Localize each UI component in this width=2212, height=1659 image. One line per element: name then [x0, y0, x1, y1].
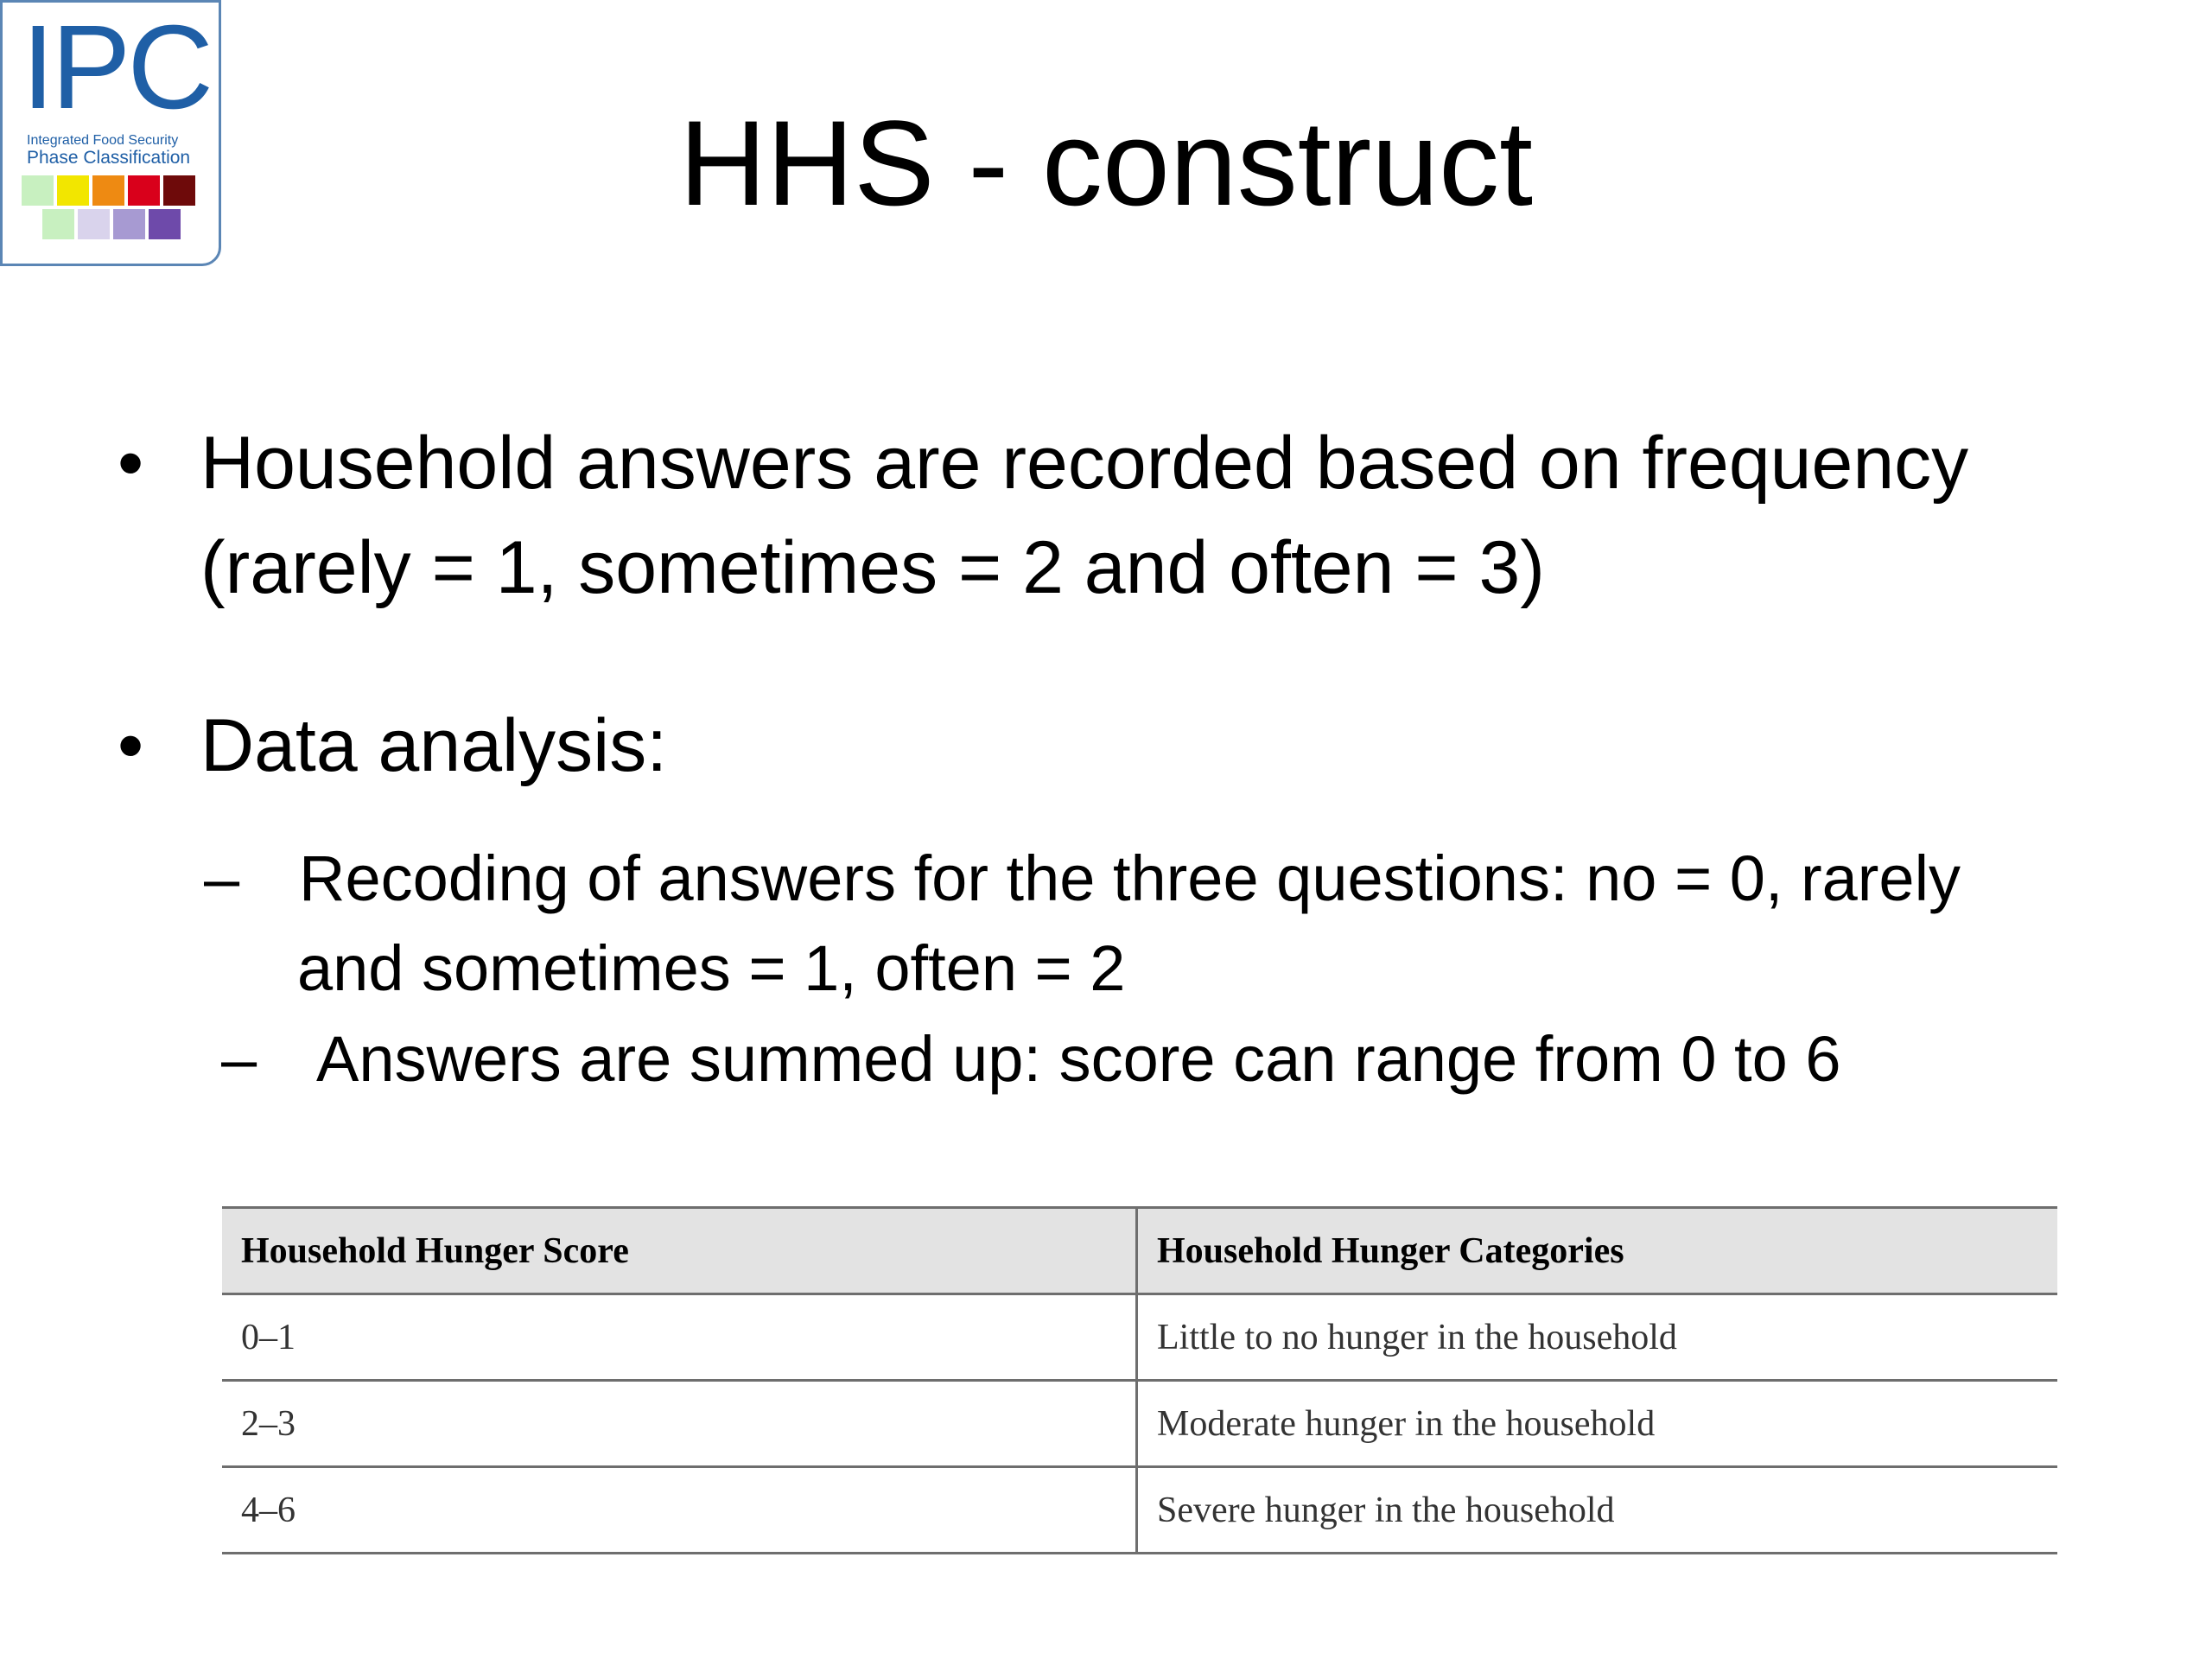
table-header-row: [222, 1208, 2057, 1294]
header-categories: Household Hunger Categories: [1137, 1208, 2058, 1294]
score-cell: 4–6: [222, 1467, 1137, 1554]
header-score: Household Hunger Score: [222, 1208, 1137, 1294]
score-cell: 0–1: [222, 1294, 1137, 1381]
bullet-text: Data analysis:: [200, 704, 668, 787]
table-row: [222, 1467, 2057, 1554]
subbullet-text-line1: Recoding of answers for the three questions: no = 0, rarely: [299, 842, 1961, 914]
subbullet-dash: –: [204, 842, 240, 914]
category-cell: Little to no hunger in the household: [1137, 1294, 2058, 1381]
score-cell: 2–3: [222, 1381, 1137, 1467]
subbullet-recoding: [204, 834, 2096, 1014]
bullet-text-line2: (rarely = 1, sometimes = 2 and often = 3): [200, 526, 1545, 609]
logo-text: IPC: [22, 1, 211, 134]
subbullet-dash: –: [221, 1023, 257, 1095]
bullet-data-analysis: [118, 694, 2145, 798]
subbullet-text-line2: and sometimes = 1, often = 2: [297, 932, 1126, 1004]
subbullet-text: Answers are summed up: score can range from 0 to 6: [316, 1023, 1841, 1095]
bullet-text-line1: Household answers are recorded based on frequency: [200, 422, 1969, 505]
bullet-dot: •: [118, 422, 144, 505]
category-cell: Moderate hunger in the household: [1137, 1381, 2058, 1467]
category-cell: Severe hunger in the household: [1137, 1467, 2058, 1554]
hunger-score-table: [222, 1206, 2057, 1554]
slide-title: HHS - construct: [679, 95, 1533, 231]
table-row: [222, 1381, 2057, 1467]
table-row: [222, 1294, 2057, 1381]
bullet-dot: •: [118, 704, 144, 787]
bullet-frequency: [118, 411, 2145, 620]
logo-subtitle-2: Phase Classification: [27, 148, 191, 168]
subbullet-summed: [221, 1014, 2113, 1104]
logo-subtitle-1: Integrated Food Security: [27, 133, 179, 148]
